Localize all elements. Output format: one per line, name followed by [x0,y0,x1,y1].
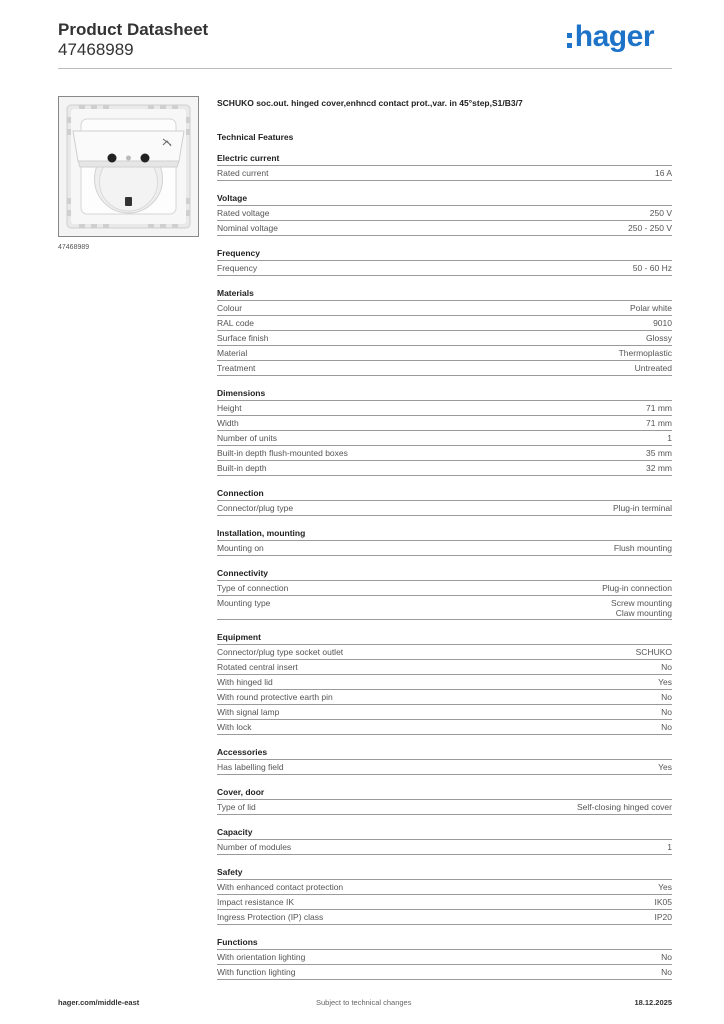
spec-row [217,840,672,855]
spec-label: With lock [217,722,252,732]
spec-value-line: IK05 [654,897,672,907]
spec-label: Rated current [217,168,269,178]
spec-row [217,541,672,556]
spec-label: Type of lid [217,802,256,812]
spec-label: Height [217,403,242,413]
spec-value [636,645,672,659]
spec-value-line: No [661,662,672,672]
spec-label: Type of connection [217,583,289,593]
spec-value [667,840,672,854]
spec-label: Impact resistance IK [217,897,295,907]
spec-value [646,446,672,460]
spec-value [667,431,672,445]
section-title: Materials [217,288,672,301]
spec-value [628,221,672,235]
spec-row [217,910,672,925]
spec-value [650,206,672,220]
spec-value [658,675,672,689]
spec-label: Mounting on [217,543,264,553]
spec-row [217,895,672,910]
technical-features-heading: Technical Features [217,132,294,142]
spec-value [646,401,672,415]
spec-value [655,166,672,180]
spec-label: With hinged lid [217,677,273,687]
spec-value-line: No [661,707,672,717]
spec-section [217,288,672,376]
spec-value-line: 250 - 250 V [628,223,672,233]
spec-label: With orientation lighting [217,952,306,962]
spec-row [217,965,672,980]
section-title: Accessories [217,747,672,760]
spec-label: Colour [217,303,243,313]
section-title: Connection [217,488,672,501]
spec-value-line: Thermoplastic [618,348,672,358]
spec-label: Number of modules [217,842,292,852]
spec-row [217,596,672,620]
spec-section [217,248,672,276]
section-title: Connectivity [217,568,672,581]
spec-label: Material [217,348,248,358]
spec-label: Built-in depth flush-mounted boxes [217,448,348,458]
spec-value-line: Screw mounting [611,598,672,608]
spec-value [635,361,672,375]
spec-value [661,950,672,964]
socket-outlet-icon [59,97,198,236]
spec-value [646,461,672,475]
section-title: Capacity [217,827,672,840]
spec-section [217,937,672,980]
spec-value [646,331,672,345]
spec-row [217,431,672,446]
spec-value-line: 50 - 60 Hz [632,263,672,273]
spec-section [217,488,672,516]
spec-label: Number of units [217,433,277,443]
part-number: 47468989 [58,40,134,59]
spec-row [217,800,672,815]
spec-label: RAL code [217,318,255,328]
spec-row [217,301,672,316]
spec-row [217,705,672,720]
spec-value-line: 71 mm [646,403,672,413]
spec-section [217,153,672,181]
header-divider [58,68,672,69]
datasheet-content [217,97,672,980]
spec-value [658,760,672,774]
spec-value [653,316,672,330]
spec-value [661,965,672,979]
spec-value [577,800,672,814]
spec-value [611,598,672,618]
spec-value [661,705,672,719]
section-title: Installation, mounting [217,528,672,541]
spec-row [217,261,672,276]
spec-value [646,416,672,430]
spec-value [661,660,672,674]
section-title: Dimensions [217,388,672,401]
spec-row [217,461,672,476]
spec-row [217,331,672,346]
spec-value [602,581,672,595]
spec-row [217,880,672,895]
spec-value [655,895,673,909]
spec-value-line: 16 A [654,168,672,178]
footer-notice: Subject to technical changes [316,998,412,1007]
product-description: SCHUKO soc.out. hinged cover,enhncd contact prot.,var. in 45°step,S1/B3/7 [217,98,523,108]
spec-section [217,867,672,925]
spec-section [217,388,672,476]
spec-label: Ingress Protection (IP) class [217,912,324,922]
spec-row [217,401,672,416]
spec-value-line: SCHUKO [635,647,672,657]
spec-row [217,446,672,461]
spec-value-line: Glossy [646,333,672,343]
image-caption: 47468989 [58,244,90,251]
section-title: Functions [217,937,672,950]
spec-label: With signal lamp [217,707,280,717]
spec-section [217,193,672,236]
spec-value-line: 1 [667,842,672,852]
spec-row [217,316,672,331]
spec-label: With round protective earth pin [217,692,333,702]
spec-value-line: Yes [658,762,672,772]
spec-label: With enhanced contact protection [217,882,344,892]
spec-row [217,501,672,516]
spec-value-line: Plug-in connection [602,583,672,593]
hager-logo[interactable] [567,17,654,57]
spec-label: Frequency [217,263,258,273]
spec-value-line: No [661,952,672,962]
spec-value-line: Yes [658,677,672,687]
spec-row [217,361,672,376]
spec-value-line: No [661,722,672,732]
spec-value [619,346,672,360]
spec-value-line: IP20 [654,912,672,922]
product-image [58,96,199,237]
spec-value [613,501,672,515]
spec-row [217,645,672,660]
spec-label: Nominal voltage [217,223,278,233]
section-title: Frequency [217,248,672,261]
spec-row [217,720,672,735]
spec-row [217,206,672,221]
spec-label: Connector/plug type socket outlet [217,647,344,657]
spec-value-line: 35 mm [646,448,672,458]
spec-value-line: 9010 [653,318,672,328]
spec-label: Built-in depth [217,463,267,473]
spec-section [217,787,672,815]
spec-row [217,660,672,675]
spec-value [661,720,672,734]
spec-row [217,675,672,690]
spec-value [655,910,673,924]
spec-value [633,261,672,275]
spec-row [217,166,672,181]
spec-value-line: 1 [667,433,672,443]
page-title: Product Datasheet [58,20,209,39]
spec-label: Rated voltage [217,208,270,218]
spec-label: Surface finish [217,333,269,343]
spec-section [217,747,672,775]
spec-value-line: 71 mm [646,418,672,428]
footer-date: 18.12.2025 [634,998,672,1007]
spec-row [217,760,672,775]
spec-row [217,950,672,965]
spec-section [217,827,672,855]
spec-section [217,528,672,556]
logo-dots-icon [567,33,572,48]
spec-value [630,301,672,315]
spec-value-line: 250 V [649,208,672,218]
section-title: Electric current [217,153,672,166]
section-title: Equipment [217,632,672,645]
spec-value-line: Plug-in terminal [612,503,672,513]
spec-row [217,690,672,705]
spec-label: Rotated central insert [217,662,298,672]
spec-label: Mounting type [217,598,271,608]
spec-label: With function lighting [217,967,296,977]
spec-row [217,416,672,431]
section-title: Cover, door [217,787,672,800]
spec-value-line: Claw mounting [615,608,672,618]
spec-label: Has labelling field [217,762,284,772]
spec-value [658,880,672,894]
spec-value-line: No [661,692,672,702]
spec-value [614,541,672,555]
spec-value-line: Self-closing hinged cover [577,802,672,812]
spec-value-line: Yes [658,882,672,892]
section-title: Voltage [217,193,672,206]
logo-text: hager [574,20,654,53]
spec-row [217,581,672,596]
spec-label: Connector/plug type [217,503,294,513]
spec-section [217,568,672,620]
spec-value [661,690,672,704]
spec-row [217,346,672,361]
spec-row [217,221,672,236]
datasheet-header [58,20,672,70]
spec-value-line: Untreated [634,363,672,373]
features-table [217,153,672,980]
section-title: Safety [217,867,672,880]
spec-value-line: No [661,967,672,977]
footer-website-link[interactable]: hager.com/middle-east [58,998,140,1007]
spec-label: Width [217,418,239,428]
spec-section [217,632,672,735]
spec-value-line: Polar white [629,303,672,313]
spec-value-line: 32 mm [646,463,672,473]
spec-label: Treatment [217,363,256,373]
spec-value-line: Flush mounting [613,543,672,553]
